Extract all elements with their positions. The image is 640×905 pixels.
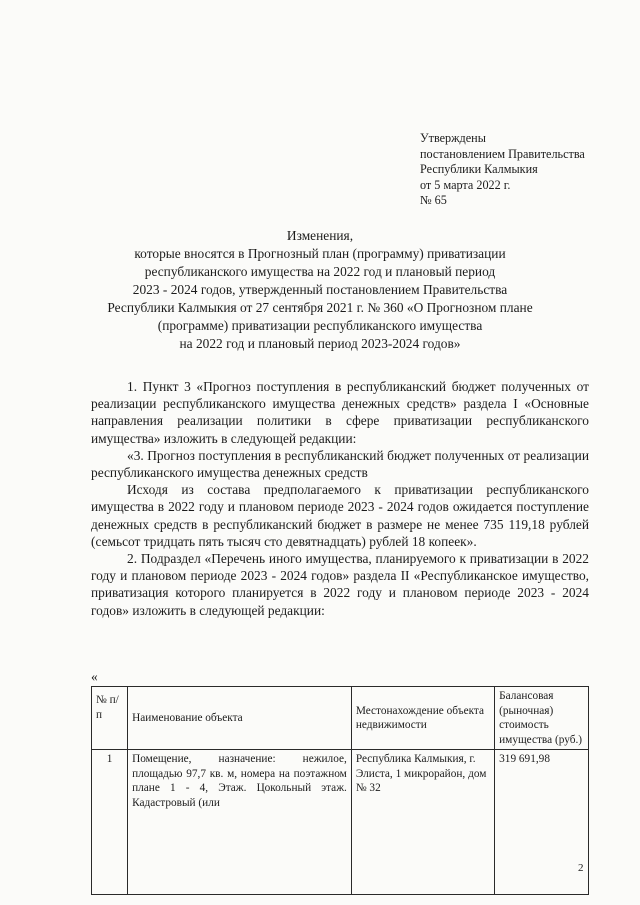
header-name: Наименование объекта bbox=[128, 687, 352, 750]
approval-number: № 65 bbox=[420, 193, 447, 207]
table-header-row bbox=[92, 687, 589, 750]
title-line: Республики Калмыкия от 27 сентября 2021 г. № 360 «О Прогнозном плане bbox=[107, 300, 533, 315]
opening-quote: « bbox=[91, 669, 98, 684]
paragraph-3: Исходя из состава предполагаемого к приватизации республиканского имущества в 2022 году и плановом периоде 2023 - 2024 годов ожидается поступление денежных средств в республиканский бюджет в размере не менее 735 119,18 рублей (семьсот тридцать пять тысяч сто девятнадцать) рублей 18 копеек». bbox=[91, 482, 589, 549]
paragraph-4: 2. Подраздел «Перечень иного имущества, планируемого к приватизации в 2022 году и плановом периоде 2023 - 2024 годов» раздела II «Республиканское имущество, приватизация которого планируется в 2022 году и плановом периоде 2023 - 2024 годов» изложить в следующей редакции: bbox=[91, 551, 589, 618]
cell-value: 319 691,98 bbox=[495, 750, 589, 895]
approval-line: Утверждены bbox=[420, 131, 486, 145]
document-title bbox=[60, 227, 580, 353]
cell-name: Помещение, назначение: нежилое, площадью 97,7 кв. м, номера на поэтажном плане 1 - 4, Этаж. Цокольный этаж. Кадастровый (или bbox=[128, 750, 352, 895]
table-row bbox=[92, 750, 589, 895]
approval-date: от 5 марта 2022 г. bbox=[420, 177, 511, 192]
paragraph-1: 1. Пункт 3 «Прогноз поступления в республиканский бюджет полученных от реализации республиканского имущества денежных средств» раздела I «Основные направления реализации политики в сфере приватизации республиканского имущества» изложить в следующей редакции: bbox=[91, 379, 589, 446]
document-body bbox=[91, 378, 589, 619]
title-line: (программе) приватизации республиканского имущества bbox=[157, 318, 483, 333]
paragraph-2: «3. Прогноз поступления в республиканский бюджет полученных от реализации республиканского имущества денежных средств bbox=[91, 447, 589, 481]
title-line: республиканского имущества на 2022 год и плановый период bbox=[144, 264, 496, 279]
page-number: 2 bbox=[578, 862, 584, 874]
title-line: Изменения, bbox=[286, 228, 354, 243]
title-line: которые вносятся в Прогнозный план (программу) приватизации bbox=[134, 246, 506, 261]
title-line: 2023 - 2024 годов, утвержденный постановлением Правительства bbox=[132, 282, 508, 297]
approval-line: Республики Калмыкия bbox=[420, 162, 538, 176]
property-table bbox=[91, 686, 589, 895]
header-num: № п/п bbox=[92, 687, 128, 750]
approval-stamp bbox=[420, 131, 585, 209]
cell-location: Республика Калмыкия, г. Элиста, 1 микрорайон, дом № 32 bbox=[351, 750, 494, 895]
approval-line: постановлением Правительства bbox=[420, 146, 585, 161]
header-location: Местонахождение объекта недвижимости bbox=[351, 687, 494, 750]
header-value: Балансовая (рыночная) стоимость имущества (руб.) bbox=[495, 687, 589, 750]
title-line: на 2022 год и плановый период 2023-2024 годов» bbox=[179, 336, 461, 351]
cell-num: 1 bbox=[92, 750, 128, 895]
